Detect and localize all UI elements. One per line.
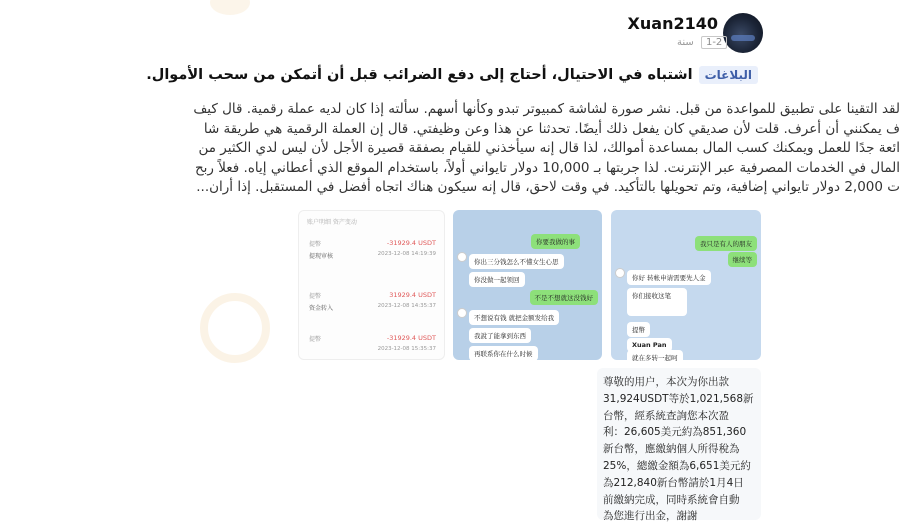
chat-bubble: 你出三分钱怎么不懂女生心思 <box>469 254 564 269</box>
notice-line: 尊敬的用户，本次为你出款 <box>603 376 729 388</box>
chat-bubble <box>627 288 687 316</box>
chat-bubble: 不想说有钱 就把金额发给我 <box>469 310 559 325</box>
body-line: ف يمكنني أن أعرف. قلت لأن صديقي كان يفعل ذلك أيضًا. تحدثنا عن هذا وعن وظيفتي. قال إن العملة الرقمية هي طريقة شا <box>203 120 900 137</box>
evidence-image-chat-2[interactable] <box>611 210 761 360</box>
notice-line: 31,924USDT等於1,021,568新 <box>603 392 754 405</box>
chat-bubble: 再联系你在什么时候 <box>469 346 538 361</box>
tx-label: 提幣 <box>309 293 322 300</box>
notice-line: 為您進行出金，謝謝 <box>603 510 698 523</box>
watermark-logo-icon <box>200 293 270 363</box>
chat-bubble: Xuan Pan <box>627 338 672 352</box>
tx-amount: 31929.4 USDT <box>389 291 436 299</box>
time-unit: سنة <box>677 37 694 48</box>
body-line: ت 2,000 دولار تايواني إضافية، وتم تحويلها بالتأكيد. في وقت لاحق، قال إنه سيكون هناك اتجاه أفضل في المستقبل. إذا أران... <box>196 179 900 195</box>
chat-bubble: 就在多转一起呵 <box>627 350 683 365</box>
tx-date: 2023-12-08 14:35:37 <box>377 303 436 309</box>
chat-avatar <box>615 268 625 278</box>
notice-line: 前繳納完成，同時系統會自動 <box>603 493 740 506</box>
chat-bubble: 提幣 <box>627 322 650 337</box>
tx-label: 提幣 <box>309 336 322 343</box>
notice-line: 25%，總繳金額為6,651美元約 <box>603 459 751 472</box>
post-title: اشتباه في الاحتيال، أحتاج إلى دفع الضرائب قبل أن أتمكن من سحب الأموال. <box>146 67 693 83</box>
tx-sub: 提现审核 <box>309 253 334 260</box>
chat-bubble: 你好 转帐申请需要先人金 <box>627 270 711 285</box>
chat-bubble: 你要我做的事 <box>531 234 580 249</box>
body-line: المال في الخدمات المصرفية عبر الإنترنت. لذا جربتها بـ 10,000 دولار تايواني أولاً، باستخدام الموقع الذي أعطاني إياه. فعلاً ربح <box>194 159 900 176</box>
tx-label: 提幣 <box>309 241 322 248</box>
chat-bubble: 我只是有人的朋友 <box>695 236 757 251</box>
body-line: ائعة جدًا للعمل ويمكنك كسب المال بمساعدة أموالك، لذا قال إنه سيأخذني للقيام بصفقة قصيرة الأجل لأن ليس لدي الكثير من <box>198 140 900 156</box>
chat-avatar <box>457 308 467 318</box>
notice-line: 台幣，經系統查詢您本次盈 <box>603 409 729 422</box>
post-body <box>0 100 900 198</box>
watermark-logo-icon <box>210 0 250 15</box>
time-badge: 1-2 <box>701 36 727 49</box>
chat-bubble: 我說了能拿到东西 <box>469 328 531 343</box>
evidence-image-chat-1[interactable] <box>453 210 602 360</box>
post-time <box>677 36 727 49</box>
notice-line: 新台幣，應繳納個人所得稅為 <box>603 443 740 456</box>
evidence-image-transactions[interactable] <box>298 210 445 360</box>
evidence-image-tax-notice[interactable] <box>597 368 761 523</box>
chat-bubble: 你没做一起领回 <box>469 272 525 287</box>
tx-amount: -31929.4 USDT <box>386 334 436 342</box>
notice-line: 為212,840新台幣請於1月4日 <box>603 476 744 489</box>
image-header: 账户明细 资产变动 <box>307 219 357 226</box>
notice-line: 利：26,605美元約為851,360 <box>603 426 747 439</box>
chat-bubble: 不是不想就这没钱好 <box>530 290 599 305</box>
tx-date: 2023-12-08 14:19:39 <box>377 251 436 257</box>
username[interactable]: Xuan2140 <box>627 14 718 33</box>
tx-sub: 资金转入 <box>309 305 334 312</box>
category-badge[interactable]: البلاغات <box>699 66 758 84</box>
user-avatar[interactable] <box>723 13 763 53</box>
notice-text <box>603 374 757 525</box>
body-line: لقد التقينا على تطبيق للمواعدة من قبل. نشر صورة لشاشة كمبيوتر تبدو وكأنها أسهم. سألته إذا كان لديه عملة رقمية. قال كيف <box>193 101 900 117</box>
tx-amount: -31929.4 USDT <box>386 239 436 247</box>
chat-bubble: 继续等 <box>728 252 758 267</box>
chat-avatar <box>457 252 467 262</box>
chat-text: 你们接收这笔 <box>632 292 671 300</box>
tx-date: 2023-12-08 15:35:37 <box>377 346 436 352</box>
title-row <box>146 66 758 84</box>
